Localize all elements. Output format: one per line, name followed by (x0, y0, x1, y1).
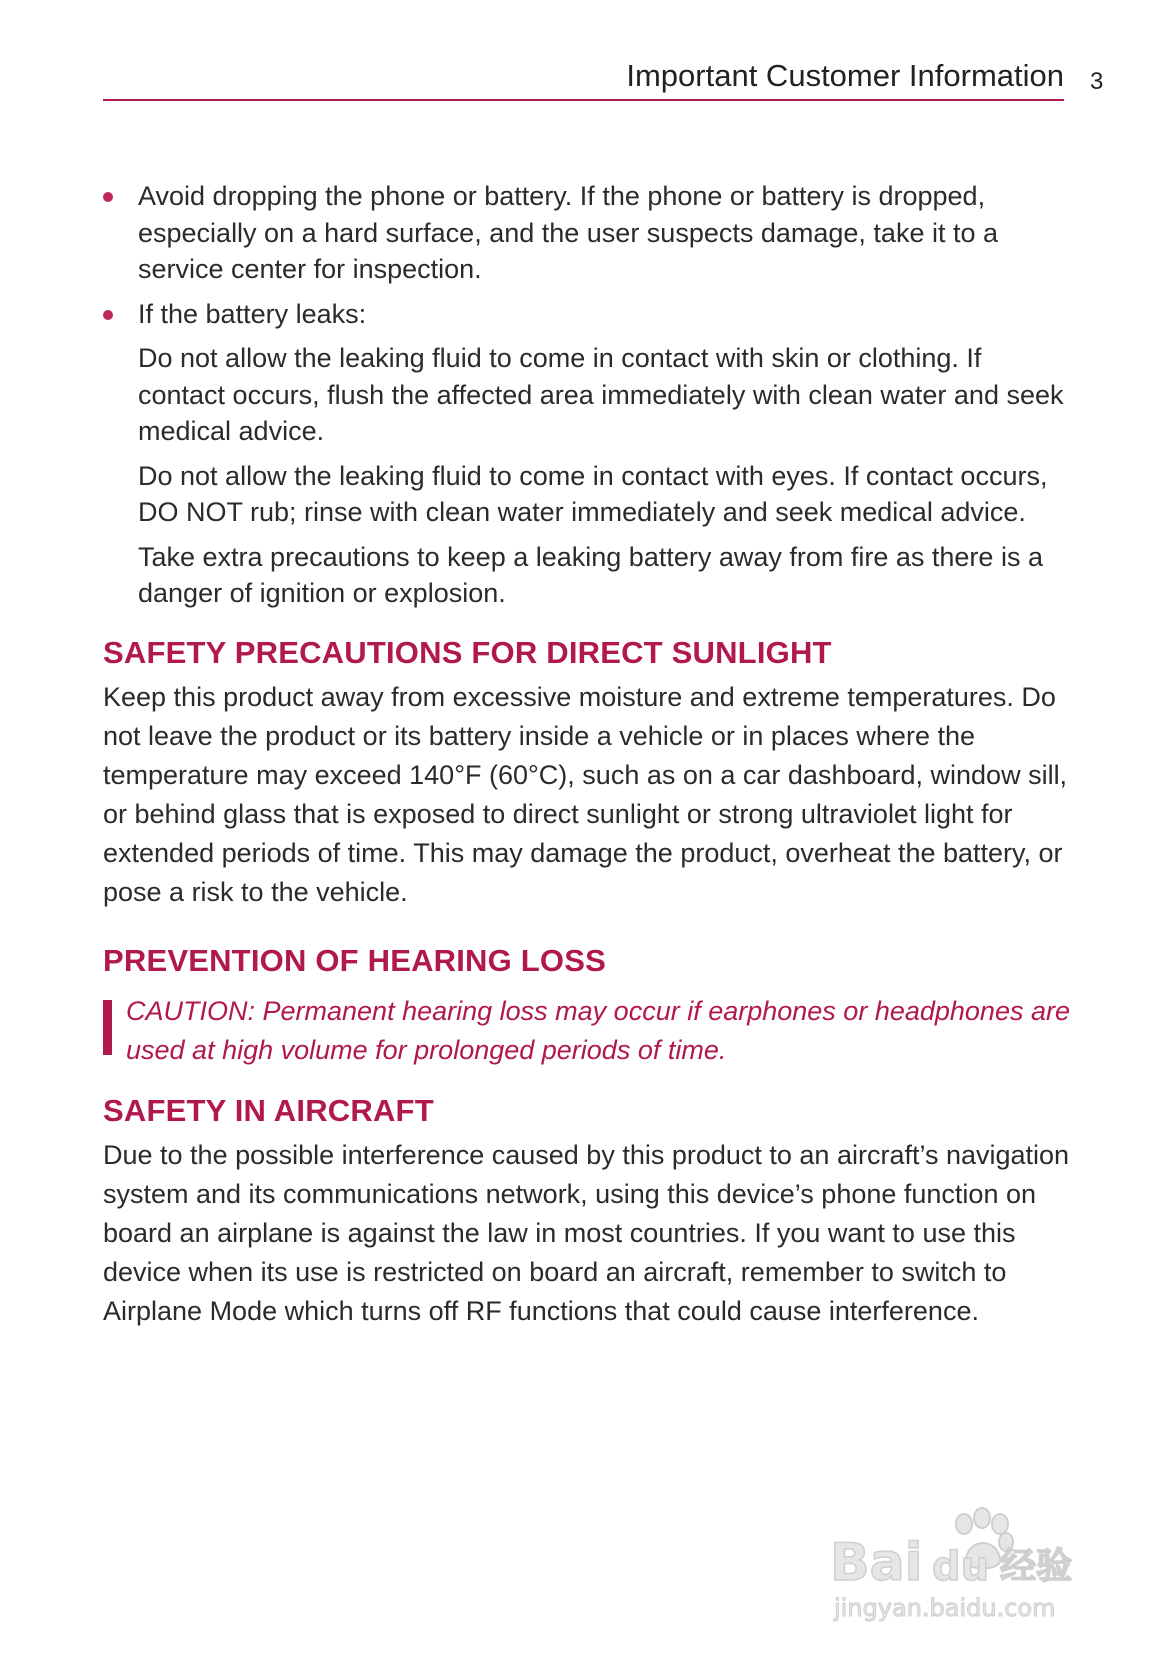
bullet-item (103, 296, 1073, 333)
leak-paragraph: Do not allow the leaking fluid to come in contact with skin or clothing. If contact occurs, flush the affected area immediately with clean water and seek medical advice. (138, 343, 1064, 446)
page-number: 3 (1090, 68, 1104, 95)
caution-text: CAUTION: Permanent hearing loss may occur if earphones or headphones are used at high volume for prolonged periods of time. (126, 995, 1070, 1065)
bullet-text: If the battery leaks: (138, 298, 367, 329)
bullet-dot-icon (103, 310, 113, 320)
caution-bar-icon (103, 1000, 112, 1055)
caution-note (103, 992, 1073, 1070)
svg-text:du: du (932, 1544, 990, 1590)
section-body-sunlight: Keep this product away from excessive moisture and extreme temperatures. Do not leave the product or its battery inside a vehicle or in places where the temperature may exceed 140°F (60°C), such as on a car dashboard, window sill, or behind glass that is exposed to direct sunlight or strong ultraviolet light for extended periods of time. This may damage the product, overheat the battery, or pose a risk to the vehicle. (103, 681, 1068, 907)
section-body-aircraft: Due to the possible interference caused by this product to an aircraft’s navigation system and its communications network, using this device’s phone function on board an airplane is against the law in most countries. If you want to use this device when its use is restricted on board an aircraft, remember to switch to Airplane Mode which turns off RF functions that could cause interference. (103, 1139, 1070, 1326)
bullet-item (103, 178, 1073, 288)
section-heading-sunlight: SAFETY PRECAUTIONS FOR DIRECT SUNLIGHT (103, 634, 832, 670)
leak-paragraph: Take extra precautions to keep a leaking battery away from fire as there is a danger of ignition or explosion. (138, 541, 1043, 608)
page-header-title: Important Customer Information (626, 58, 1064, 93)
bullet-text: Avoid dropping the phone or battery. If the phone or battery is dropped, especially on a hard surface, and the user suspects damage, take it to a service center for inspection. (138, 181, 999, 284)
leak-paragraph: Do not allow the leaking fluid to come in contact with eyes. If contact occurs, DO NOT rub; rinse with clean water immediately and seek medical advice. (138, 460, 1048, 527)
section-heading-aircraft: SAFETY IN AIRCRAFT (103, 1092, 434, 1128)
header-divider (103, 99, 1064, 101)
baidu-watermark-logo (820, 1500, 1100, 1630)
svg-text:经验: 经验 (1000, 1546, 1073, 1587)
bullet-dot-icon (103, 192, 113, 202)
svg-text:jingyan.baidu.com: jingyan.baidu.com (834, 1594, 1056, 1622)
svg-text:Bai: Bai (830, 1533, 923, 1593)
page-content (103, 178, 1073, 1331)
section-heading-hearing: PREVENTION OF HEARING LOSS (103, 942, 606, 978)
